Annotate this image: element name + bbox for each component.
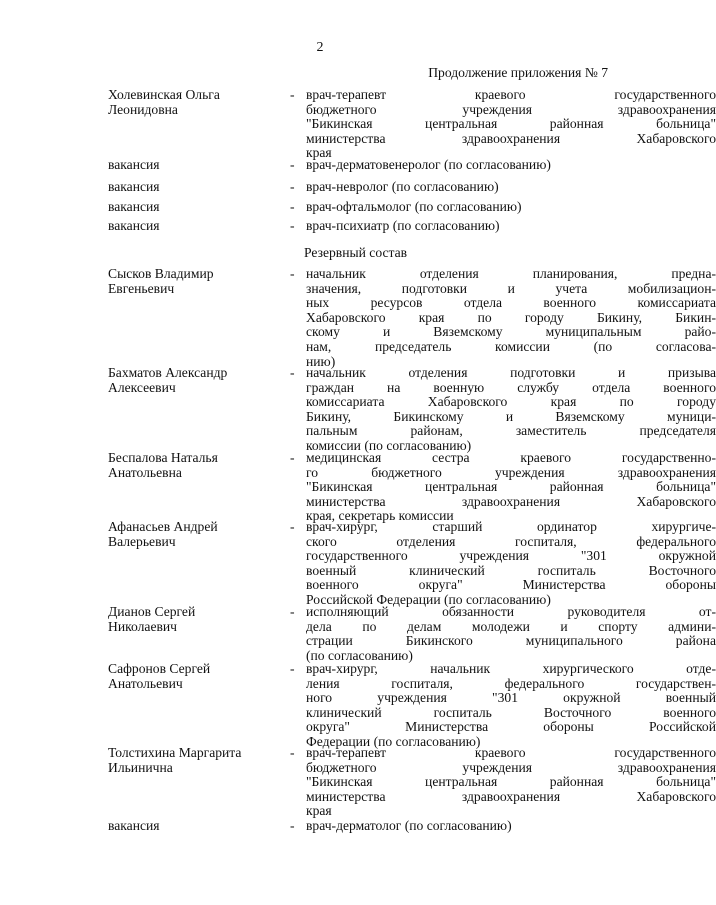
dash-separator: - xyxy=(290,818,295,833)
member-name-line: Анатольевич xyxy=(108,675,183,691)
member-role xyxy=(306,366,716,454)
member-role-line: ного учреждения "301 окружной военный xyxy=(306,690,716,706)
dash-separator: - xyxy=(290,604,295,619)
member-name xyxy=(108,746,278,775)
member-role-line: военный клинический госпиталь Восточного xyxy=(306,562,716,578)
member-role-line: врач-терапевт краевого государственного xyxy=(306,745,716,760)
member-role xyxy=(306,158,716,173)
member-name-line: вакансия xyxy=(108,179,160,194)
dash-separator: - xyxy=(290,365,295,380)
member-name xyxy=(108,200,278,215)
member-role xyxy=(306,267,716,369)
member-role-line: врач-офтальмолог (по согласованию) xyxy=(306,199,522,214)
member-role xyxy=(306,88,716,161)
member-name-line: Валерьевич xyxy=(108,533,176,549)
member-name-line: Холевинская Ольга xyxy=(108,87,220,102)
member-role-line: бюджетного учреждения здравоохранения xyxy=(306,759,716,775)
member-role-line: министерства здравоохранения Хабаровского xyxy=(306,130,716,146)
continuation-note: Продолжение приложения № 7 xyxy=(428,65,608,80)
member-role-line: министерства здравоохранения Хабаровского xyxy=(306,493,716,509)
member-role xyxy=(306,219,716,234)
member-name-line: Беспалова Наталья xyxy=(108,450,218,465)
member-role-line: клинический госпиталь Восточного военного xyxy=(306,704,716,720)
member-role-line: ления госпиталя, федерального государствен- xyxy=(306,675,716,691)
member-name-line: Николаевич xyxy=(108,618,178,634)
member-role-line: округа" Министерства обороны Российской xyxy=(306,719,716,735)
member-role-line: врач-невролог (по согласованию) xyxy=(306,179,499,194)
member-role-line: бюджетного учреждения здравоохранения xyxy=(306,101,716,117)
member-name-line: Бахматов Александр xyxy=(108,365,228,380)
member-role-line: врач-хирург, старший ординатор хирургиче- xyxy=(306,519,716,534)
member-role-line: ского отделения госпиталя, федерального xyxy=(306,533,716,549)
member-name-line: Евгеньевич xyxy=(108,280,175,296)
member-name xyxy=(108,520,278,549)
member-name-line: вакансия xyxy=(108,218,160,233)
member-role-line: медицинская сестра краевого государственно- xyxy=(306,450,716,465)
dash-separator: - xyxy=(290,745,295,760)
member-name xyxy=(108,219,278,234)
member-role-line: врач-психиатр (по согласованию) xyxy=(306,218,500,233)
member-role-line: скому и Вяземскому муниципальным райо- xyxy=(306,324,716,340)
member-role-line: государственного учреждения "301 окружной xyxy=(306,548,716,564)
member-role-line: начальник отделения подготовки и призыва xyxy=(306,365,716,380)
member-role-line: дела по делам молодежи и спорту админи- xyxy=(306,618,716,634)
member-role-line: врач-хирург, начальник хирургического отде- xyxy=(306,661,716,676)
member-role-line: края xyxy=(306,145,332,161)
member-name xyxy=(108,662,278,691)
member-name xyxy=(108,180,278,195)
member-role-line: нию) xyxy=(306,353,336,369)
member-name-line: Толстихина Маргарита xyxy=(108,745,242,760)
dash-separator: - xyxy=(290,450,295,465)
member-role-line: нам, председатель комиссии (по согласова- xyxy=(306,338,716,354)
member-role-line: комиссариата Хабаровского края по городу xyxy=(306,394,716,410)
member-role-line: пальным районам, заместитель председателя xyxy=(306,423,716,439)
member-name-line: Сафронов Сергей xyxy=(108,661,211,676)
member-role-line: исполняющий обязанности руководителя от- xyxy=(306,604,716,619)
member-role-line: "Бикинская центральная районная больница" xyxy=(306,116,716,132)
dash-separator: - xyxy=(290,157,295,172)
member-name-line: Сысков Владимир xyxy=(108,266,214,281)
member-role-line: края xyxy=(306,803,332,819)
member-role-line: врач-дерматолог (по согласованию) xyxy=(306,818,512,833)
member-name-line: Алексеевич xyxy=(108,379,176,395)
member-name xyxy=(108,819,278,834)
member-name-line: Анатольевна xyxy=(108,464,182,480)
member-name xyxy=(108,88,278,117)
member-role-line: го бюджетного учреждения здравоохранения xyxy=(306,464,716,480)
member-name xyxy=(108,451,278,480)
member-role-line: военного округа" Министерства обороны xyxy=(306,577,716,593)
dash-separator: - xyxy=(290,87,295,102)
dash-separator: - xyxy=(290,199,295,214)
member-name xyxy=(108,605,278,634)
member-role-line: значения, подготовки и учета мобилизацион- xyxy=(306,280,716,296)
member-role-line: Федерации (по согласованию) xyxy=(306,733,481,749)
member-name-line: Леонидовна xyxy=(108,101,178,117)
page-number: 2 xyxy=(316,40,324,55)
member-role-line: врач-дерматовенеролог (по согласованию) xyxy=(306,157,551,172)
member-role-line: "Бикинская центральная районная больница" xyxy=(306,774,716,790)
member-role xyxy=(306,662,716,750)
member-name-line: Дианов Сергей xyxy=(108,604,196,619)
member-role-line: края, секретарь комиссии xyxy=(306,508,454,524)
member-role-line: комиссии (по согласованию) xyxy=(306,437,472,453)
dash-separator: - xyxy=(290,266,295,281)
member-name-line: вакансия xyxy=(108,157,160,172)
member-role xyxy=(306,451,716,524)
member-role-line: врач-терапевт краевого государственного xyxy=(306,87,716,102)
reserve-heading: Резервный состав xyxy=(304,245,408,260)
member-role-line: Российской Федерации (по согласованию) xyxy=(306,591,551,607)
member-role-line: ных ресурсов отдела военного комиссариата xyxy=(306,295,716,311)
member-name-line: вакансия xyxy=(108,199,160,214)
member-name xyxy=(108,267,278,296)
member-role xyxy=(306,520,716,608)
member-role-line: Хабаровского края по городу Бикину, Бикин- xyxy=(306,309,716,325)
dash-separator: - xyxy=(290,519,295,534)
member-role xyxy=(306,180,716,195)
member-role-line: министерства здравоохранения Хабаровского xyxy=(306,788,716,804)
member-role-line: Бикину, Бикинскому и Вяземскому муници- xyxy=(306,408,716,424)
member-role xyxy=(306,605,716,663)
member-name-line: Афанасьев Андрей xyxy=(108,519,218,534)
member-role xyxy=(306,200,716,215)
member-role xyxy=(306,819,716,834)
dash-separator: - xyxy=(290,218,295,233)
member-name-line: вакансия xyxy=(108,818,160,833)
dash-separator: - xyxy=(290,661,295,676)
member-name-line: Ильинична xyxy=(108,759,173,775)
member-role-line: граждан на военную службу отдела военного xyxy=(306,379,716,395)
member-name xyxy=(108,158,278,173)
member-role-line: начальник отделения планирования, предна- xyxy=(306,266,716,281)
member-role xyxy=(306,746,716,819)
dash-separator: - xyxy=(290,179,295,194)
member-role-line: (по согласованию) xyxy=(306,647,413,663)
member-role-line: страции Бикинского муниципального района xyxy=(306,633,716,649)
member-role-line: "Бикинская центральная районная больница" xyxy=(306,479,716,495)
member-name xyxy=(108,366,278,395)
